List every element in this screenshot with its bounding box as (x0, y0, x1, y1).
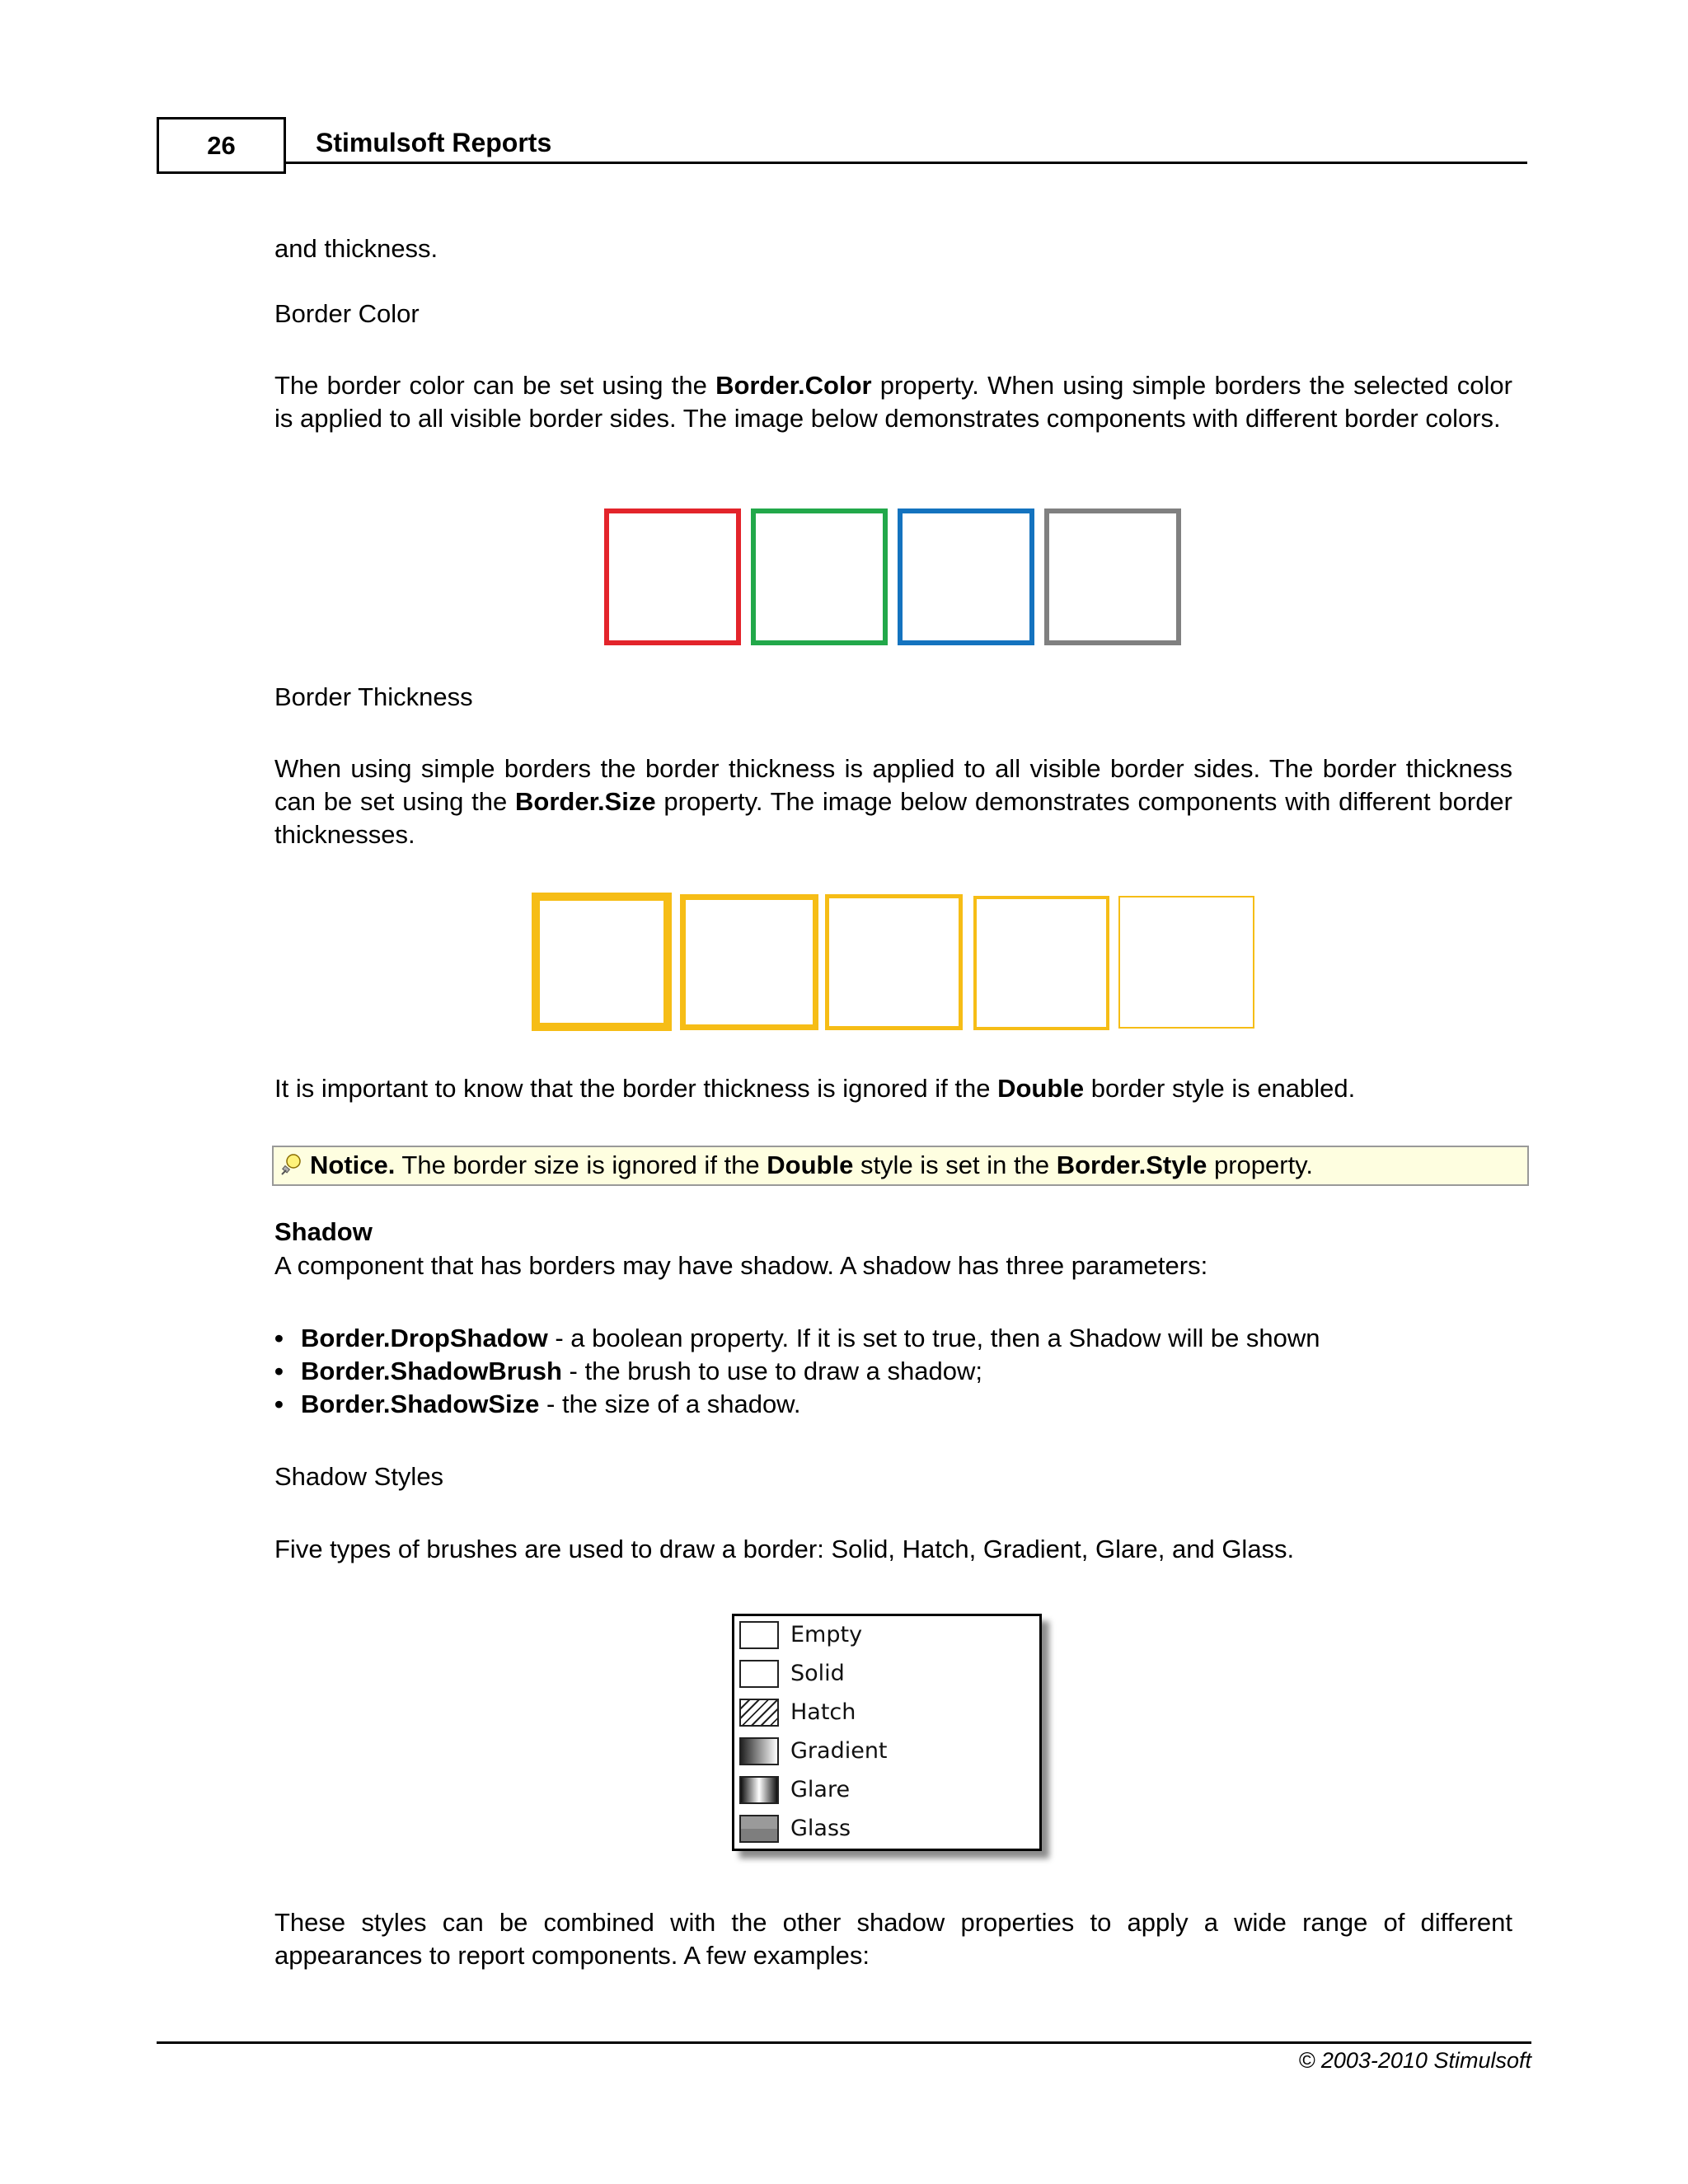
thickness-swatch-1 (532, 893, 672, 1031)
notice-label: Notice. (310, 1151, 396, 1179)
glass-brush-swatch (739, 1815, 779, 1843)
shadow-heading: Shadow (274, 1217, 373, 1246)
thickness-swatch-4 (973, 896, 1109, 1030)
glare-brush-swatch (739, 1776, 779, 1804)
border-color-swatch-blue (898, 509, 1034, 645)
footer-copyright: © 2003-2010 Stimulsoft (1298, 2048, 1531, 2073)
thickness-double-note: It is important to know that the border thickness is ignored if the Double border style is enabled. (274, 1074, 1356, 1103)
hatch-brush-swatch (739, 1699, 779, 1727)
shadow-styles-intro: Five types of brushes are used to draw a border: Solid, Hatch, Gradient, Glare, and Glass. (274, 1535, 1295, 1563)
border-color-swatch-red (604, 509, 741, 645)
bullet-item: • Border.DropShadow - a boolean property. If it is set to true, then a Shadow will be shown (274, 1324, 1320, 1352)
border-color-swatch-green (751, 509, 888, 645)
border-thickness-paragraph: When using simple borders the border thickness is applied to all visible border sides. The border thickness can be set using the Border.Size property. The image below demonstrates components with different border thicknesses. (274, 754, 1512, 849)
header-rule (286, 162, 1527, 164)
empty-brush-swatch (739, 1621, 779, 1649)
border-thickness-heading: Border Thickness (274, 682, 473, 711)
shadow-intro: A component that has borders may have shadow. A shadow has three parameters: (274, 1251, 1208, 1280)
brush-list: Empty Solid Hatch Gradient Glare Glass (732, 1614, 1042, 1851)
shadow-styles-outro: These styles can be combined with the other shadow properties to apply a wide range of different appearances to report components. A few examples: (274, 1908, 1512, 1970)
border-color-swatch-gray (1044, 509, 1181, 645)
shadow-styles-heading: Shadow Styles (274, 1462, 444, 1491)
notice-box: Notice. The border size is ignored if the Double style is set in the Border.Style property. (272, 1146, 1529, 1186)
lightbulb-icon (279, 1152, 303, 1177)
solid-brush-swatch (739, 1660, 779, 1688)
bullet-item: • Border.ShadowBrush - the brush to use to draw a shadow; (274, 1357, 982, 1385)
footer-rule (157, 2041, 1531, 2044)
thickness-swatch-2 (680, 894, 818, 1030)
thickness-swatch-3 (825, 894, 963, 1030)
bullet-item: • Border.ShadowSize - the size of a shadow. (274, 1390, 801, 1418)
gradient-brush-swatch (739, 1737, 779, 1765)
continuation-text: and thickness. (274, 234, 438, 263)
border-color-heading: Border Color (274, 299, 420, 328)
page-number: 26 (157, 117, 286, 174)
thickness-swatch-5 (1118, 896, 1254, 1029)
border-color-paragraph: The border color can be set using the Border.Color property. When using simple borders the selected color is applied to all visible border sides. The image below demonstrates components with different border colors. (274, 371, 1512, 433)
header-title: Stimulsoft Reports (316, 128, 552, 157)
